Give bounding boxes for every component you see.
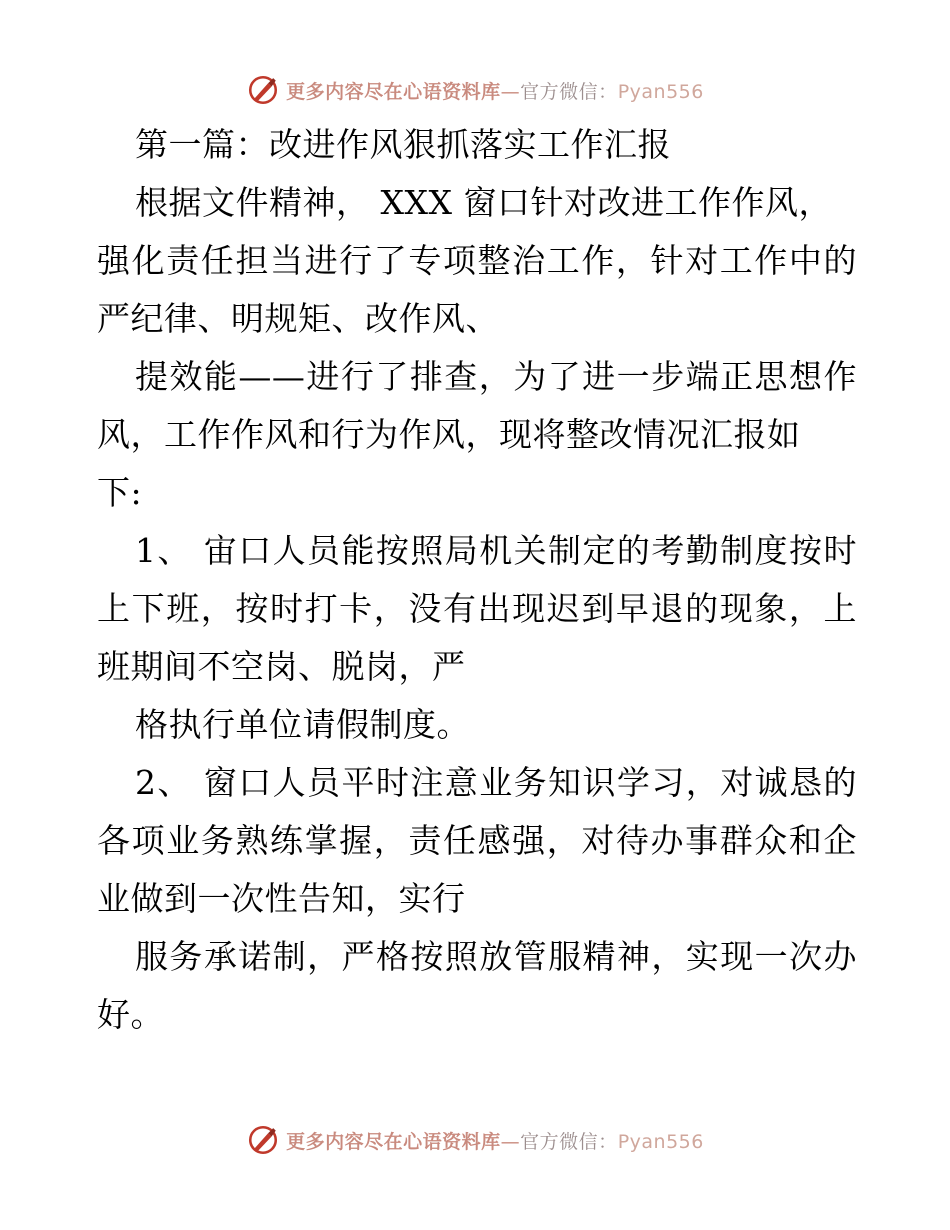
paragraph-line: 业做到一次性告知，实行 <box>97 879 466 918</box>
paragraph-line: 好。 <box>97 995 164 1034</box>
header-banner <box>0 70 950 110</box>
paragraph-line: 严纪律、明规矩、改作风、 <box>97 299 499 338</box>
paragraph-line: 各项业务熟练掌握，责任感强，对待办事群众和企 <box>97 821 857 860</box>
footer-banner <box>0 1120 950 1160</box>
paragraph-line: 服务承诺制，严格按照放管服精神，实现一次办 <box>135 937 857 976</box>
paragraph-line: 提效能——进行了排查，为了进一步端正思想作 <box>135 357 857 396</box>
banner-main: 更多内容尽在心语资料库 <box>286 1130 501 1153</box>
banner-sub: 官方微信： <box>520 1130 618 1153</box>
paragraph-line: 下: <box>97 473 143 512</box>
banner-sep: — <box>500 80 521 103</box>
pen-logo-icon <box>246 1123 280 1157</box>
paragraph-line: 2、 窗口人员平时注意业务知识学习，对诚恳的 <box>135 763 857 802</box>
paragraph-line: 格执行单位请假制度。 <box>135 705 470 744</box>
paragraph-line: 风，工作作风和行为作风，现将整改情况汇报如 <box>97 415 801 454</box>
banner-main: 更多内容尽在心语资料库 <box>286 80 501 103</box>
banner-text <box>286 1127 704 1154</box>
pen-logo-icon <box>246 73 280 107</box>
paragraph-line: 根据文件精神， XXX 窗口针对改进工作作风， <box>135 183 832 222</box>
document-body <box>97 116 857 1044</box>
banner-text <box>286 77 704 104</box>
paragraph-line: 强化责任担当进行了专项整治工作，针对工作中的 <box>97 241 857 280</box>
paragraph-line: 班期间不空岗、脱岗，严 <box>97 647 466 686</box>
banner-wechat: Pyan556 <box>617 80 704 103</box>
paragraph-line: 上下班，按时打卡，没有出现迟到早退的现象，上 <box>97 589 857 628</box>
paragraph-line: 1、 宙口人员能按照局机关制定的考勤制度按时 <box>135 531 857 570</box>
document-title: 第一篇：改进作风狠抓落实工作汇报 <box>135 125 671 164</box>
banner-sub: 官方微信： <box>520 80 618 103</box>
banner-sep: — <box>500 1130 521 1153</box>
banner-wechat: Pyan556 <box>617 1130 704 1153</box>
